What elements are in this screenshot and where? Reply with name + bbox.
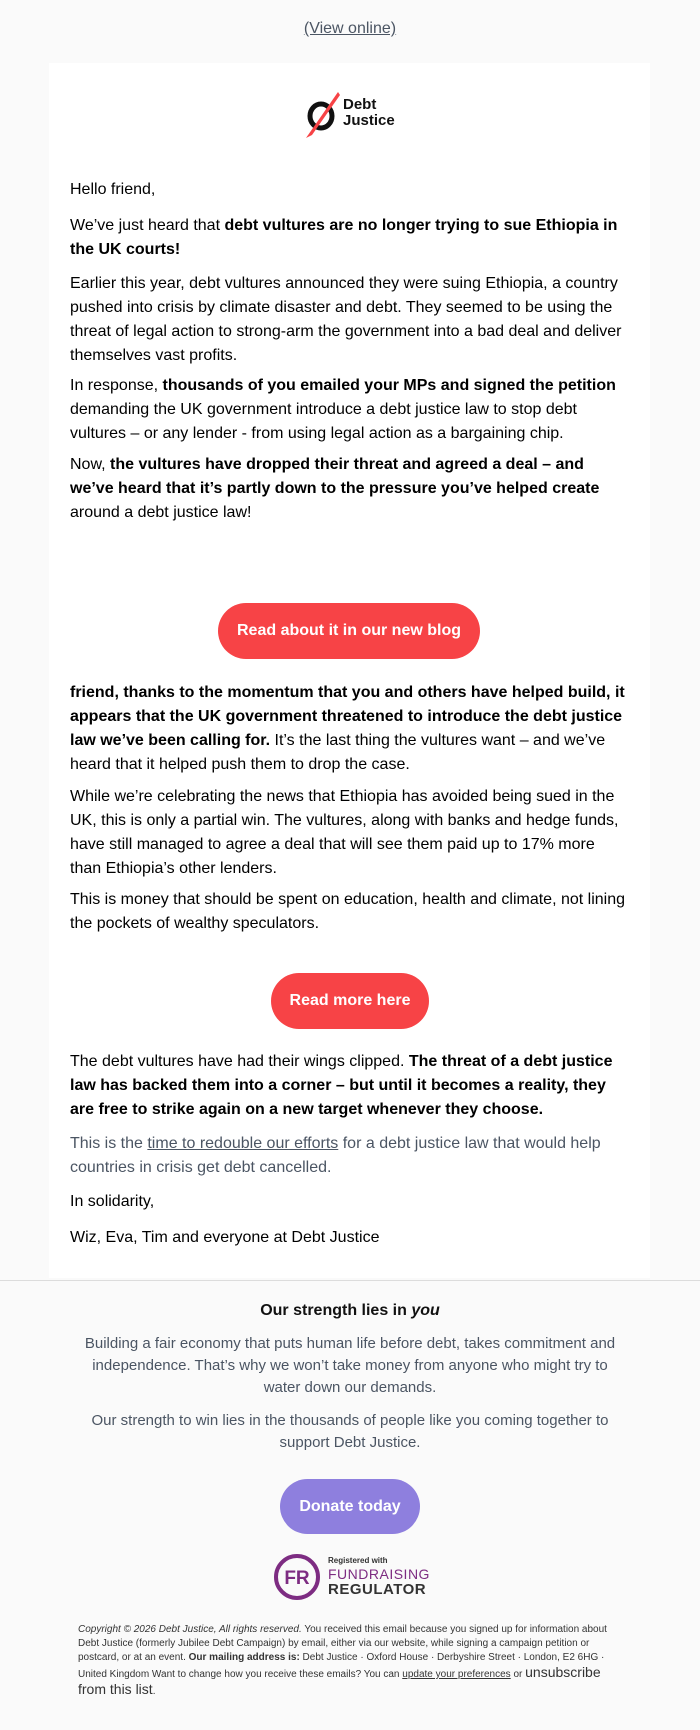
paragraph-intro: We’ve just heard that debt vultures are no longer trying to sue Ethiopia in the UK courts! [70,217,618,258]
fr-fundraising-text: FUNDRAISING [328,1566,430,1582]
paragraph-background: Earlier this year, debt vultures announced they were suing Ethiopia, a country pushed into crisis by climate disaster and debt. They seemed to be using the threat of legal action to strong-arm the government into a bad deal and deliver themselves vast profits. [70,275,622,364]
donate-button[interactable]: Donate today [280,1479,420,1534]
paragraph-partial-win: While we’re celebrating the news that Ethiopia has avoided being sued in the UK, this is only a partial win. The vultures, along with banks and hedge funds, have still managed to agree a deal that will see them paid up to 17% more than Ethiopia’s other lenders. [70,788,619,877]
debt-justice-logo [49,91,650,143]
signature: Wiz, Eva, Tim and everyone at Debt Justice [70,1229,380,1246]
email-card [49,63,650,1278]
paragraph-outcome: Now, the vultures have dropped their threat and agreed a deal – and we’ve heard that it’s partly down to the pressure you’ve helped create around a debt justice law! [70,456,600,521]
paragraph-wings-clipped: The debt vultures have had their wings clipped. The threat of a debt justice law has backed them into a corner – but until it becomes a reality, they are free to strike again on a new target whenever they choose. [70,1053,613,1118]
paragraph-redouble: This is the time to redouble our efforts for a debt justice law that would help countries in crisis get debt cancelled. [70,1135,601,1176]
greeting: Hello friend, [70,181,156,198]
fundraising-regulator-badge [273,1553,433,1601]
paragraph-momentum: friend, thanks to the momentum that you and others have helped build, it appears that the UK government threatened to introduce the debt justice law we’ve been calling for. It’s the last thing the vultures want – and we’ve heard that it helped push them to drop the case. [70,684,625,773]
signoff: In solidarity, [70,1193,155,1210]
svg-text:FR: FR [284,1568,310,1589]
view-online-bar [0,20,700,38]
redouble-efforts-link[interactable]: time to redouble our efforts [147,1135,339,1152]
paragraph-response: In response, thousands of you emailed your MPs and signed the petition demanding the UK government introduce a debt justice law to stop debt vultures – or any lender - from using legal action as a bargaining chip. [70,377,616,442]
footer-divider [0,1280,700,1281]
view-online-link[interactable]: (View online) [303,20,397,37]
copyright-notice: Copyright © 2026 Debt Justice, All rights reserved. You received this email because you signed up for information about Debt Justice (formerly Jubilee Debt Campaign) by email, either via our website, while signing a campaign petition or postcard, or at an event. Our mailing address is: Debt Justice · Oxford House · Derbyshire Street · London, E2 6HG · United Kingdom Want to change how you receive these emails? You can update your preferences or unsubscribe from this list. [78,1624,607,1697]
update-preferences-link[interactable]: update your preferences [402,1669,511,1680]
read-more-button[interactable]: Read more here [271,973,429,1029]
unsubscribe-link[interactable]: unsubscribe from this list [78,1664,601,1697]
logo-mark-icon [304,91,344,139]
paragraph-money: This is money that should be spent on education, health and climate, not lining the pockets of wealthy speculators. [70,891,626,932]
logo-text: Debt Justice [343,96,395,129]
read-blog-button[interactable]: Read about it in our new blog [218,603,480,659]
fundraising-regulator-logo-icon [273,1553,321,1601]
fr-registered-text: Registered with [328,1556,388,1565]
footer-paragraph-strength: Our strength to win lies in the thousands of people like you coming together to support Debt Justice. [91,1412,609,1451]
fr-regulator-text: REGULATOR [328,1581,427,1598]
footer-paragraph-independence: Building a fair economy that puts human life before debt, takes commitment and independence. That’s why we won’t take money from anyone who might try to water down our demands. [84,1335,616,1396]
footer-title: Our strength lies in you [260,1302,440,1319]
